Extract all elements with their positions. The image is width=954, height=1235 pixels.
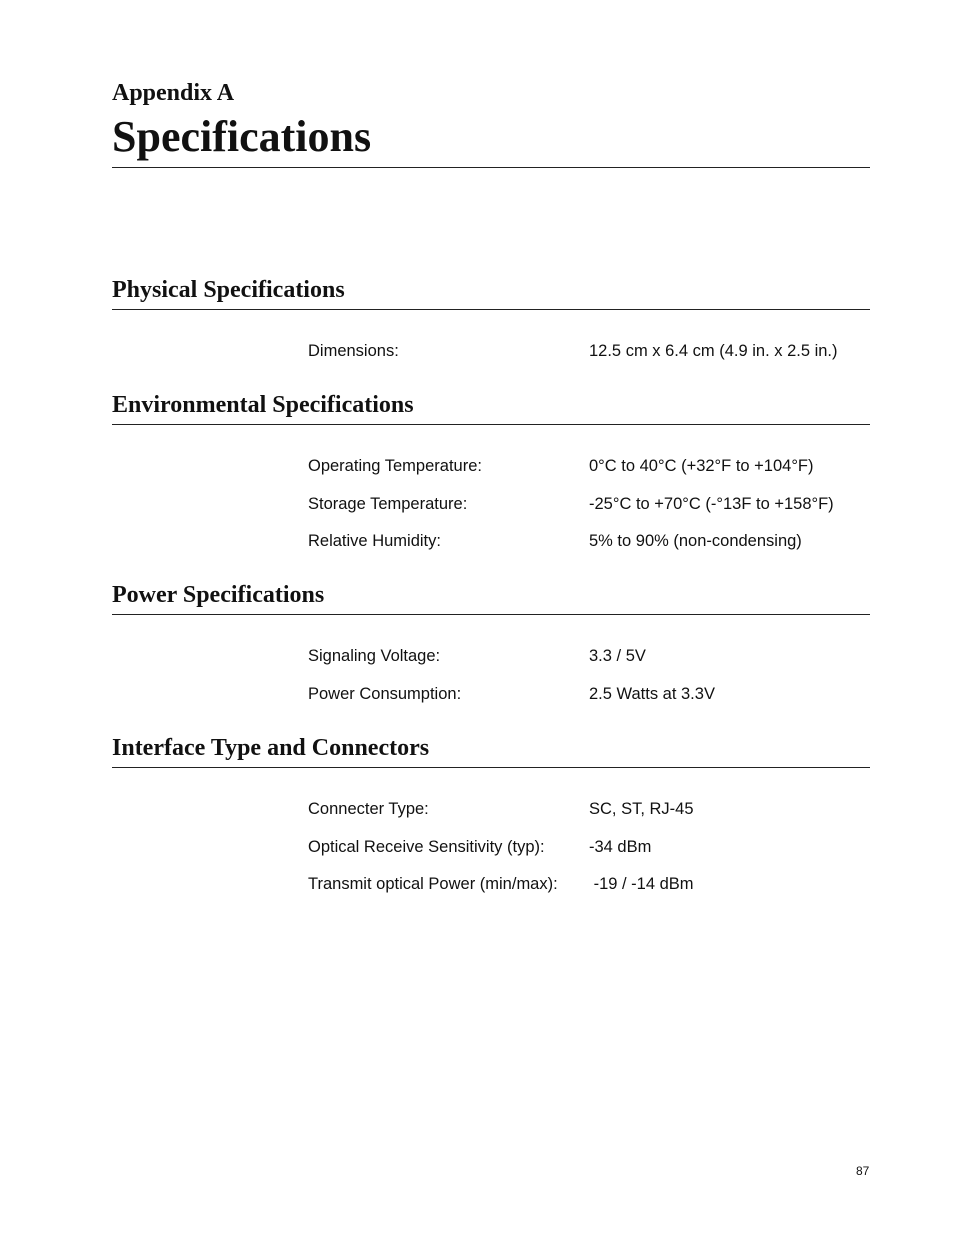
spec-row-relative-humidity	[112, 530, 870, 568]
section-heading: Interface Type and Connectors	[112, 733, 870, 768]
section-heading: Physical Specifications	[112, 275, 870, 310]
spec-value: -19 / -14 dBm	[589, 875, 694, 893]
section-heading: Power Specifications	[112, 580, 870, 615]
spec-row-operating-temperature	[112, 455, 870, 493]
spec-list	[112, 798, 870, 911]
spec-value: 12.5 cm x 6.4 cm (4.9 in. x 2.5 in.)	[589, 342, 838, 360]
section-power-specifications	[112, 580, 870, 720]
spec-value: 3.3 / 5V	[589, 647, 646, 665]
spec-value: SC, ST, RJ-45	[589, 800, 694, 818]
spec-row-optical-receive-sensitivity	[112, 836, 870, 874]
page-number: 87	[856, 1164, 870, 1178]
spec-value: -25°C to +70°C (-°13F to +158°F)	[589, 494, 834, 513]
spec-label: Signaling Voltage:	[308, 647, 441, 665]
spec-row-storage-temperature	[112, 493, 870, 531]
page-title: Specifications	[112, 112, 372, 161]
spec-label: Storage Temperature:	[308, 494, 468, 513]
spec-label: Relative Humidity:	[308, 532, 441, 550]
spec-row-connector-type	[112, 798, 870, 836]
spec-list	[112, 455, 870, 568]
spec-value: 5% to 90% (non-condensing)	[589, 532, 802, 550]
spec-label: Connecter Type:	[308, 800, 429, 818]
spec-value: -34 dBm	[589, 837, 652, 856]
section-heading: Environmental Specifications	[112, 390, 870, 425]
spec-label: Operating Temperature:	[308, 457, 482, 475]
section-environmental-specifications	[112, 390, 870, 568]
spec-list	[112, 340, 870, 378]
spec-label: Power Consumption:	[308, 684, 462, 703]
appendix-label: Appendix A	[112, 80, 235, 106]
spec-row-dimensions	[112, 340, 870, 378]
spec-row-power-consumption	[112, 683, 870, 721]
title-divider	[112, 167, 870, 168]
spec-list	[112, 645, 870, 720]
spec-value: 2.5 Watts at 3.3V	[589, 684, 715, 703]
section-interface-type-and-connectors	[112, 733, 870, 911]
spec-value: 0°C to 40°C (+32°F to +104°F)	[589, 457, 814, 475]
section-physical-specifications	[112, 275, 870, 378]
spec-row-signaling-voltage	[112, 645, 870, 683]
spec-label: Transmit optical Power (min/max):	[308, 875, 558, 893]
spec-label: Dimensions:	[308, 342, 399, 360]
spec-row-transmit-optical-power	[112, 873, 870, 911]
spec-label: Optical Receive Sensitivity (typ):	[308, 837, 545, 856]
